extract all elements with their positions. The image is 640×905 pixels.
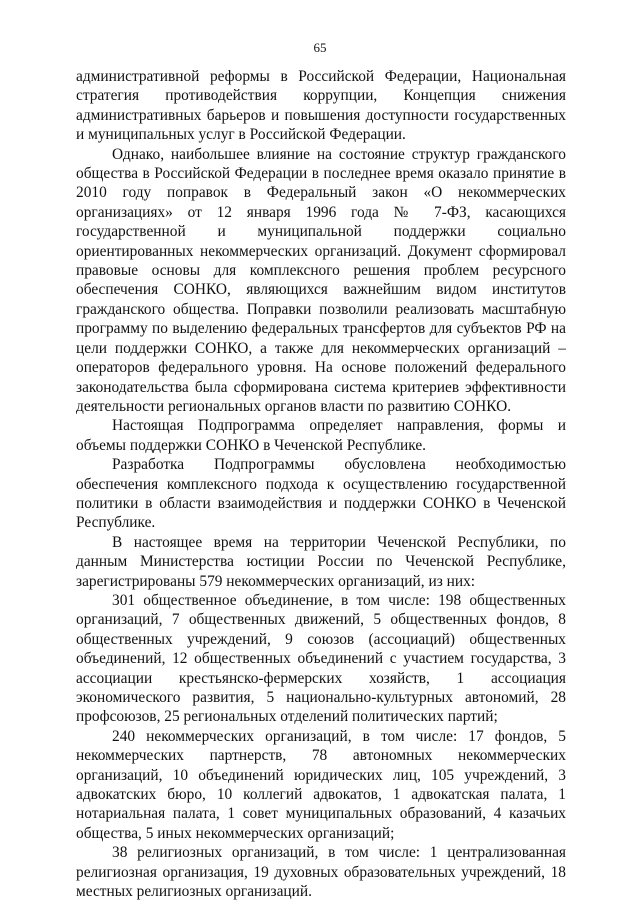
paragraph-8: 38 религиозных организаций, в том числе: 1 централизованная религиозная организация, 19 духовных образовательных учреждений, 18 местных религиозных организаций. [76, 844, 566, 901]
document-body [76, 67, 566, 901]
paragraph-6: 301 общественное объединение, в том числе: 198 общественных организаций, 7 общественных движений, 5 общественных фондов, 8 общественных учреждений, 9 союзов (ассоциаций) общественных объединений, 12 общественных объединений с участием государства, 3 ассоциации крестьянско-фермерских хозяйств, 1 ассоциация экономического развития, 5 национально-культурных автономий, 28 профсоюзов, 25 региональных отделений политических партий; [76, 591, 566, 726]
paragraph-7: 240 некоммерческих организаций, в том числе: 17 фондов, 5 некоммерческих партнерств, 78 автономных некоммерческих организаций, 10 объединений юридических лиц, 105 учреждений, 3 адвокатских бюро, 10 коллегий адвокатов, 1 адвокатская палата, 1 нотариальная палата, 1 совет муниципальных образований, 4 казачьих общества, 5 иных некоммерческих организаций; [76, 727, 566, 842]
paragraph-5: В настоящее время на территории Чеченской Республики, по данным Министерства юстиции России по Чеченской Республике, зарегистрированы 579 некоммерческих организаций, из них: [76, 533, 566, 590]
paragraph-1: административной реформы в Российской Федерации, Национальная стратегия противодействия коррупции, Концепция снижения административных барьеров и повышения доступности государственных и муниципальных услуг в Российской Федерации. [76, 68, 566, 144]
paragraph-2: Однако, наибольшее влияние на состояние структур гражданского общества в Российской Федерации в последнее время оказало принятие в 2010 году поправок в Федеральный закон «О некоммерческих организациях» от 12 января 1996 года № 7-ФЗ, касающихся государственной и муниципальной поддержки социально ориентированных некоммерческих организаций. Документ сформировал правовые основы для комплексного решения проблем ресурсного обеспечения СОНКО, являющихся важнейшим видом институтов гражданского общества. Поправки позволили реализовать масштабную программу по выделению федеральных трансфертов для субъектов РФ на цели поддержки СОНКО, а также для некоммерческих организаций – операторов федерального уровня. На основе положений федерального законодательства была сформирована система критериев эффективности деятельности региональных органов власти по развитию СОНКО. [76, 145, 566, 415]
paragraph-3: Настоящая Подпрограмма определяет направления, формы и объемы поддержки СОНКО в Чеченской Республике. [76, 417, 566, 454]
paragraph-4: Разработка Подпрограммы обусловлена необходимостью обеспечения комплексного подхода к осуществлению государственной политики в области взаимодействия и поддержки СОНКО в Чеченской Республике. [76, 456, 566, 532]
page-number: 65 [313, 40, 327, 55]
